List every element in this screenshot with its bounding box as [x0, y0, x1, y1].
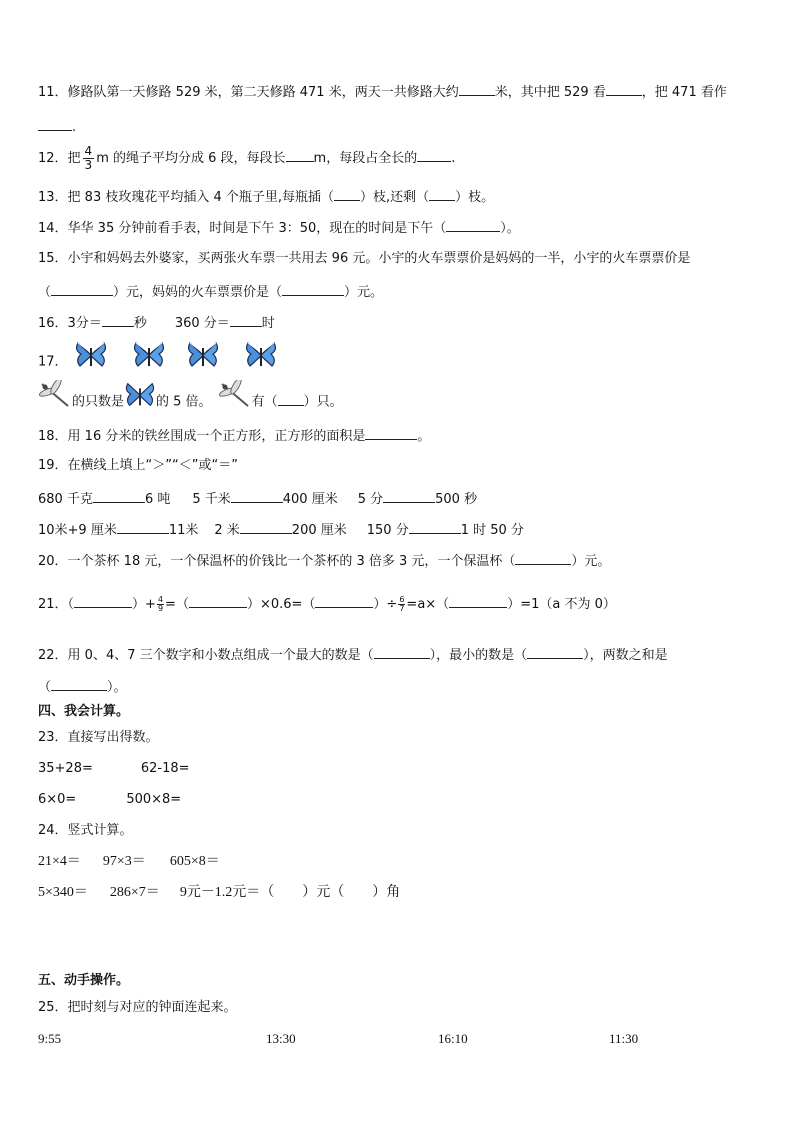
blank[interactable] — [93, 489, 145, 503]
question-22-continuation: （ ）。 — [38, 677, 127, 697]
blank[interactable] — [240, 520, 292, 534]
fraction: $\frac{6}{7}$ — [399, 595, 405, 613]
question-15: 15．小宇和妈妈去外婆家，买两张火车票一共用去 96 元。小宇的火车票票价是妈妈的一半，小宇的火车票票价是 — [38, 251, 691, 266]
blank[interactable] — [374, 645, 430, 659]
question-23-row2: 6×0= 500×8= — [38, 792, 182, 807]
dragonfly-icon — [38, 380, 72, 424]
butterfly-icon — [124, 380, 156, 424]
blank[interactable] — [449, 594, 507, 608]
section-heading: 五、动手操作。 — [38, 973, 130, 988]
question-22: 22．用 0、4、7 三个数字和小数点组成一个最大的数是（ ），最小的数是（ ），两数之和是 — [38, 645, 668, 665]
butterfly-icon — [186, 340, 220, 384]
blank[interactable] — [38, 117, 72, 131]
time-label: 16:10 — [438, 1031, 468, 1046]
blank[interactable] — [365, 426, 417, 440]
blank[interactable] — [286, 148, 314, 162]
question-17-icons: 17． — [38, 340, 278, 384]
blank[interactable] — [334, 187, 360, 201]
blank[interactable] — [446, 218, 500, 232]
blank[interactable] — [231, 489, 283, 503]
blank[interactable] — [51, 282, 113, 296]
section-heading: 四、我会计算。 — [38, 704, 130, 719]
blank[interactable] — [282, 282, 344, 296]
blank[interactable] — [527, 645, 583, 659]
blank[interactable] — [429, 187, 455, 201]
blank[interactable] — [315, 594, 373, 608]
blank[interactable] — [383, 489, 435, 503]
blank[interactable] — [51, 677, 107, 691]
time-label: 13:30 — [266, 1031, 296, 1046]
question-17-sentence: 的只数是 的 5 倍。 有（ ）只。 — [38, 380, 343, 424]
question-14: 14．华华 35 分钟前看手表，时间是下午 3：50，现在的时间是下午（ ）。 — [38, 218, 520, 238]
question-24-title: 24．竖式计算。 — [38, 823, 133, 838]
blank[interactable] — [74, 594, 132, 608]
question-23-row1: 35+28= 62-18= — [38, 761, 190, 776]
time-label: 9:55 — [38, 1031, 62, 1046]
blank[interactable] — [409, 520, 461, 534]
question-24-row1: 21×4＝ 97×3＝ 605×8＝ — [38, 854, 220, 869]
question-19-title: 19．在横线上填上“＞”“＜”或“＝” — [38, 458, 238, 473]
question-11: 11．修路队第一天修路 529 米，第二天修路 471 米，两天一共修路大约 米，其中把 529 看 ，把 471 看作 — [38, 82, 727, 102]
question-25-title: 25．把时刻与对应的钟面连起来。 — [38, 1000, 237, 1015]
question-24-row2: 5×340＝ 286×7＝ 9元－1.2元＝（ ）元（ ）角 — [38, 885, 401, 900]
fraction: $\frac{4}{9}$ — [157, 595, 164, 613]
blank[interactable] — [117, 520, 169, 534]
butterfly-icon — [74, 340, 108, 384]
blank[interactable] — [230, 313, 262, 327]
question-20: 20．一个茶杯 18 元，一个保温杯的价钱比一个茶杯的 3 倍多 3 元，一个保温杯（ ）元。 — [38, 551, 610, 571]
blank[interactable] — [515, 551, 571, 565]
question-18: 18．用 16 分米的铁丝围成一个正方形，正方形的面积是 。 — [38, 426, 430, 446]
blank[interactable] — [459, 82, 495, 96]
dragonfly-icon — [218, 380, 252, 424]
blank[interactable] — [102, 313, 134, 327]
time-label: 11:30 — [609, 1031, 639, 1046]
blank[interactable] — [606, 82, 642, 96]
question-23-title: 23．直接写出得数。 — [38, 730, 159, 745]
question-21: 21．（ ）+ $\frac{4}{9}$ =（ ）×0.6=（ ）÷ $\frac{6}{7}$ =a×（ ）=1（a 不为 0） — [38, 595, 616, 613]
question-19-row1: 680 千克 6 吨 5 千米 400 厘米 5 分 500 秒 — [38, 489, 477, 509]
question-15-continuation: （ ）元，妈妈的火车票票价是（ ）元。 — [38, 282, 383, 302]
butterfly-icon — [132, 340, 166, 384]
question-16: 16．3分＝ 秒 360 分＝ 时 — [38, 313, 275, 333]
fraction: $\frac{4}{3}$ — [84, 144, 93, 172]
butterfly-icon — [244, 340, 278, 384]
question-12: 12．把 $\frac{4}{3}$ m 的绳子平均分成 6 段，每段长 m，每段占全长的 . — [38, 144, 456, 172]
blank[interactable] — [417, 148, 451, 162]
question-19-row2: 10米+9 厘米 11米 2 米 200 厘米 150 分 1 时 50 分 — [38, 520, 524, 540]
blank[interactable] — [189, 594, 247, 608]
question-13: 13．把 83 枝玫瑰花平均插入 4 个瓶子里,每瓶插（ ）枝,还剩（ ）枝。 — [38, 187, 494, 207]
question-11-continuation: . — [38, 117, 76, 137]
blank[interactable] — [278, 392, 304, 406]
